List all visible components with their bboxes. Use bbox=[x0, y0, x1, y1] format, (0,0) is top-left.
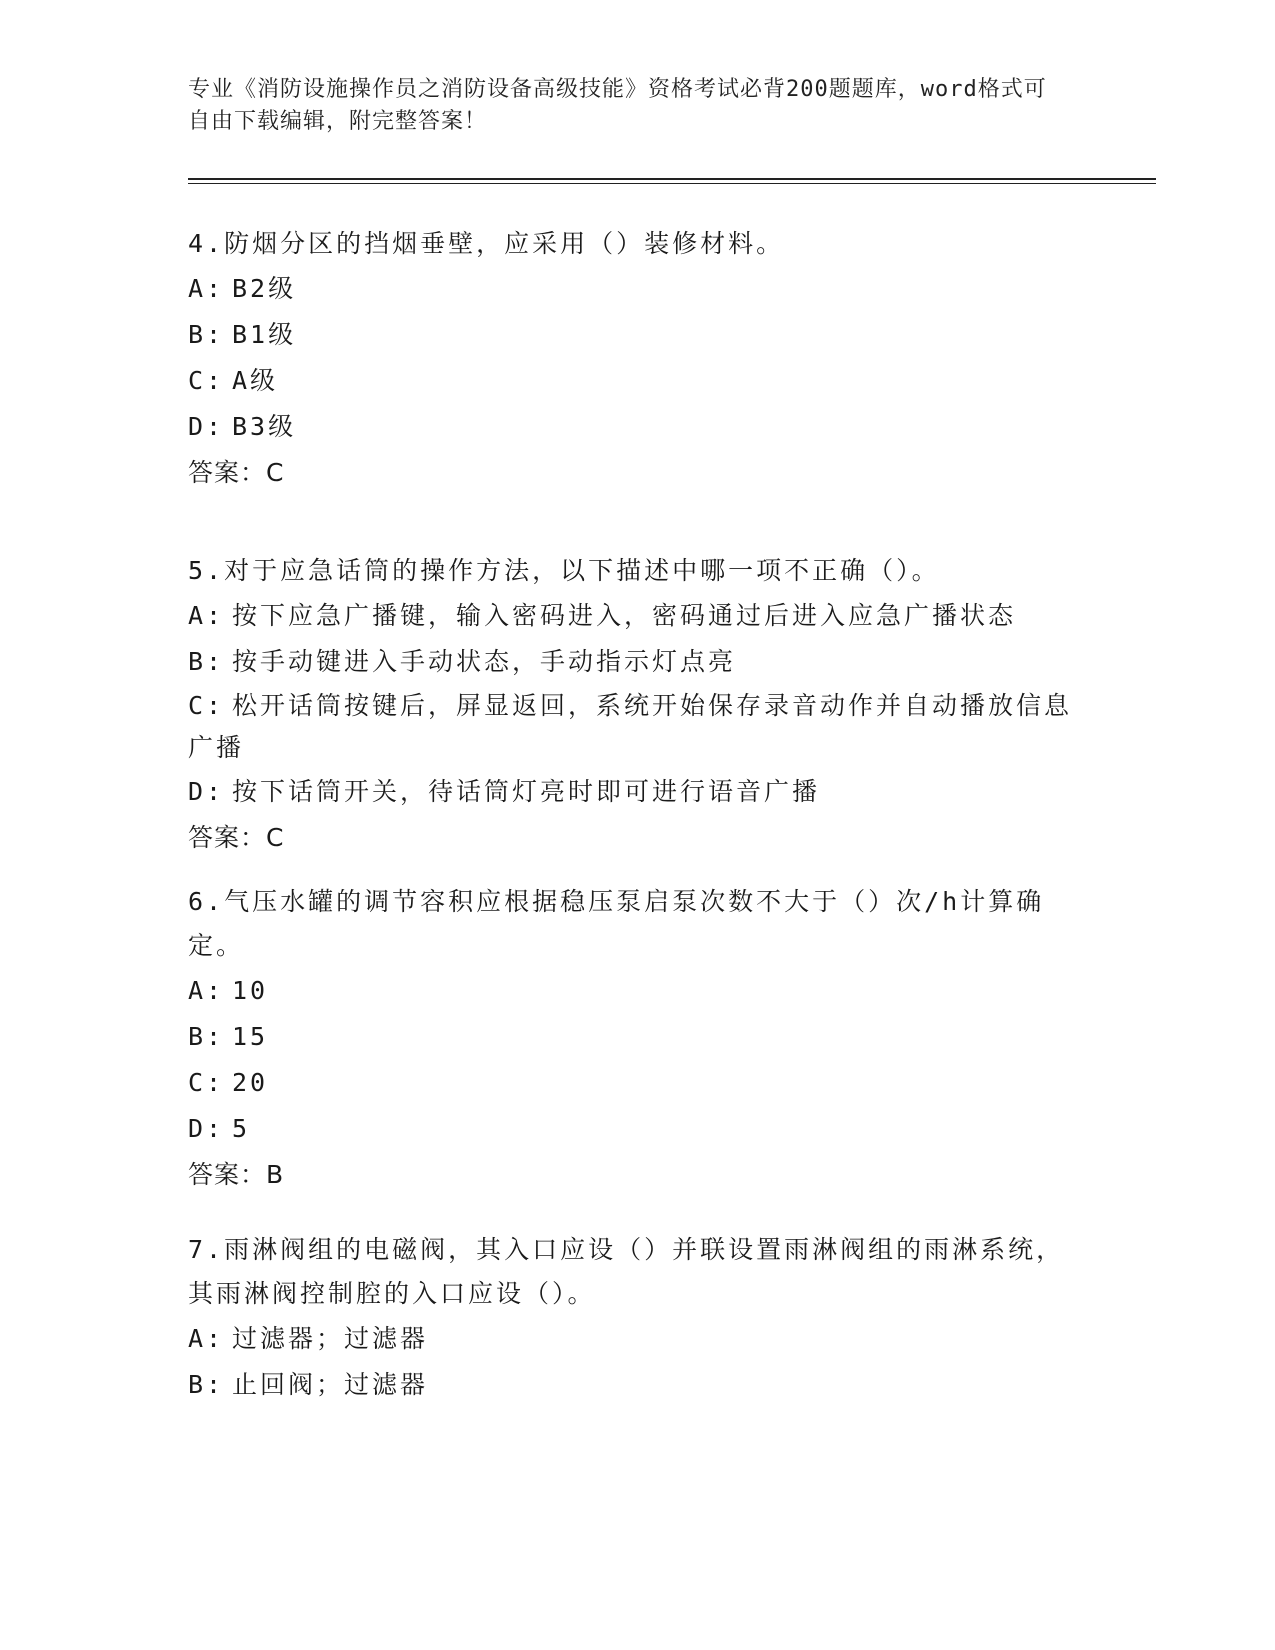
option-text: 10 bbox=[232, 976, 269, 1005]
option-c bbox=[188, 1060, 1088, 1106]
header-divider-thin bbox=[188, 183, 1156, 184]
option-letter: C: bbox=[188, 1068, 225, 1097]
question-stem: 4.防烟分区的挡烟垂壁，应采用（）装修材料。 bbox=[188, 229, 785, 258]
option-letter: A: bbox=[188, 976, 225, 1005]
option-text: 松开话筒按键后，屏显返回，系统开始保存录音动作并自动播放信息广播 bbox=[188, 691, 1073, 762]
option-b bbox=[188, 1362, 1088, 1408]
option-b bbox=[188, 1014, 1088, 1060]
option-letter: A: bbox=[188, 601, 225, 630]
option-text: B1级 bbox=[232, 320, 297, 349]
document-header bbox=[188, 74, 1068, 138]
answer: 答案：B bbox=[188, 1160, 285, 1189]
option-d bbox=[188, 404, 1088, 450]
option-text: 20 bbox=[232, 1068, 269, 1097]
header-text: 专业《消防设施操作员之消防设备高级技能》资格考试必背200题题库，word格式可自由下载编辑，附完整答案！ bbox=[188, 77, 1047, 134]
answer: 答案：C bbox=[188, 823, 285, 852]
option-letter: A: bbox=[188, 274, 225, 303]
option-a bbox=[188, 968, 1088, 1014]
option-b bbox=[188, 639, 1088, 685]
question-stem: 6.气压水罐的调节容积应根据稳压泵启泵次数不大于（）次/h计算确定。 bbox=[188, 887, 1045, 960]
option-letter: C: bbox=[188, 366, 225, 395]
option-letter: B: bbox=[188, 320, 225, 349]
option-text: 15 bbox=[232, 1022, 269, 1051]
question-6 bbox=[188, 880, 1088, 1198]
option-a bbox=[188, 1316, 1088, 1362]
question-7 bbox=[188, 1228, 1088, 1408]
option-d bbox=[188, 769, 1088, 815]
answer: 答案：C bbox=[188, 458, 285, 487]
option-text: B3级 bbox=[232, 412, 297, 441]
option-text: A级 bbox=[232, 366, 279, 395]
option-d bbox=[188, 1106, 1088, 1152]
question-4 bbox=[188, 222, 1088, 496]
question-stem: 5.对于应急话筒的操作方法，以下描述中哪一项不正确（）。 bbox=[188, 556, 940, 585]
option-text: 5 bbox=[232, 1114, 251, 1143]
option-c bbox=[188, 685, 1088, 769]
header-divider-thick bbox=[188, 178, 1156, 180]
option-letter: A: bbox=[188, 1324, 225, 1353]
question-stem: 7.雨淋阀组的电磁阀，其入口应设（）并联设置雨淋阀组的雨淋系统，其雨淋阀控制腔的入口应设（）。 bbox=[188, 1235, 1065, 1308]
option-a bbox=[188, 593, 1088, 639]
option-c bbox=[188, 358, 1088, 404]
option-text: 按下话筒开关，待话筒灯亮时即可进行语音广播 bbox=[232, 777, 821, 806]
option-text: 按手动键进入手动状态，手动指示灯点亮 bbox=[232, 647, 737, 676]
option-text: 按下应急广播键，输入密码进入，密码通过后进入应急广播状态 bbox=[232, 601, 1017, 630]
option-text: 过滤器；过滤器 bbox=[232, 1324, 429, 1353]
option-letter: B: bbox=[188, 1022, 225, 1051]
option-a bbox=[188, 266, 1088, 312]
option-text: 止回阀；过滤器 bbox=[232, 1370, 429, 1399]
option-letter: D: bbox=[188, 1114, 225, 1143]
option-letter: C: bbox=[188, 691, 225, 720]
option-letter: D: bbox=[188, 777, 225, 806]
option-b bbox=[188, 312, 1088, 358]
option-letter: D: bbox=[188, 412, 225, 441]
option-letter: B: bbox=[188, 647, 225, 676]
option-text: B2级 bbox=[232, 274, 297, 303]
question-5 bbox=[188, 549, 1088, 861]
option-letter: B: bbox=[188, 1370, 225, 1399]
